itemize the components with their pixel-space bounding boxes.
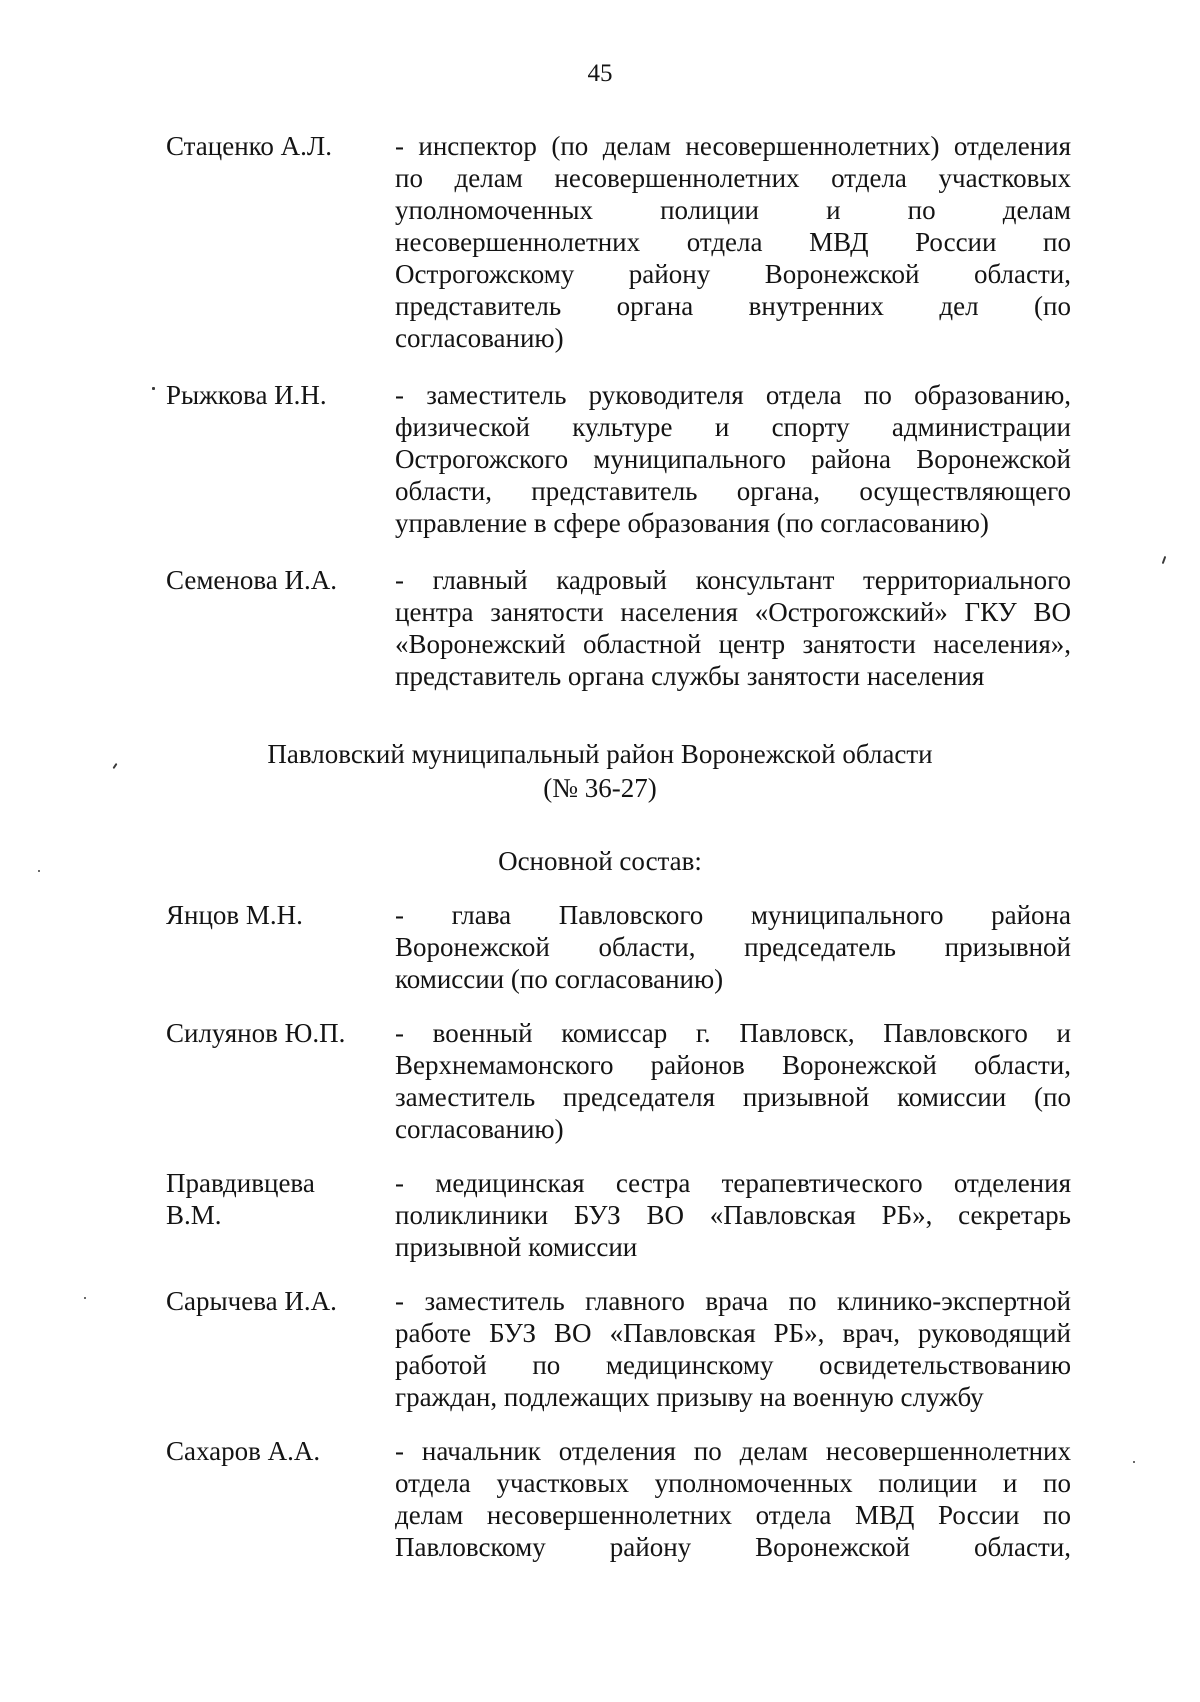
description-line: - глава Павловского муниципального района <box>395 900 1071 930</box>
description-line: «Воронежский областной центр занятости населения», <box>395 629 1071 659</box>
description-line: центра занятости населения «Острогожский» ГКУ ВО <box>395 597 1071 627</box>
description-line: - заместитель главного врача по клинико-экспертной <box>395 1286 1071 1316</box>
description-line: Верхнемамонского районов Воронежской области, <box>395 1050 1071 1080</box>
member-description <box>395 379 1071 539</box>
description-line: работе БУЗ ВО «Павловская РБ», врач, руководящий <box>395 1318 1071 1348</box>
scan-dot <box>1133 1461 1135 1463</box>
description-line: - начальник отделения по делам несовершеннолетних <box>395 1436 1071 1466</box>
description-line: согласованию) <box>395 1114 564 1144</box>
member-description <box>395 1435 1071 1563</box>
description-line: призывной комиссии <box>395 1232 638 1262</box>
member-description <box>395 564 1071 692</box>
description-line: работой по медицинскому освидетельствованию <box>395 1350 1071 1380</box>
description-line: представитель органа внутренних дел (по <box>395 291 1071 321</box>
member-name: Стаценко А.Л. <box>166 131 332 161</box>
description-line: Острогожскому району Воронежской области, <box>395 259 1071 289</box>
scan-dot <box>152 387 155 390</box>
description-line: несовершеннолетних отдела МВД России по <box>395 227 1071 257</box>
description-line: по делам несовершеннолетних отдела участковых <box>395 163 1071 193</box>
description-line: - военный комиссар г. Павловск, Павловского и <box>395 1018 1071 1048</box>
member-name: Сарычева И.А. <box>166 1286 337 1316</box>
section-number: (№ 36-27) <box>543 773 657 803</box>
description-line: физической культуре и спорту администрации <box>395 412 1071 442</box>
description-line: - инспектор (по делам несовершеннолетних) отделения <box>395 131 1071 161</box>
description-line: комиссии (по согласованию) <box>395 964 724 994</box>
member-description <box>395 899 1071 995</box>
member-name: Правдивцева В.М. <box>166 1168 315 1230</box>
member-name: Семенова И.А. <box>166 565 337 595</box>
member-description <box>395 1167 1071 1263</box>
member-description <box>395 1285 1071 1413</box>
description-line: согласованию) <box>395 323 564 353</box>
description-line: - медицинская сестра терапевтического отделения <box>395 1168 1071 1198</box>
description-line: отдела участковых уполномоченных полиции и по <box>395 1468 1071 1498</box>
section-subtitle: Основной состав: <box>498 846 702 876</box>
description-line: Павловскому району Воронежской области, <box>395 1532 1071 1562</box>
scan-dot <box>1162 556 1167 564</box>
scan-dot <box>84 1297 86 1299</box>
description-line: - заместитель руководителя отдела по образованию, <box>395 380 1071 410</box>
scan-dot <box>38 870 40 872</box>
description-line: Воронежской области, председатель призывной <box>395 932 1071 962</box>
description-line: поликлиники БУЗ ВО «Павловская РБ», секретарь <box>395 1200 1071 1230</box>
member-name: Сахаров А.А. <box>166 1436 321 1466</box>
description-line: представитель органа службы занятости населения <box>395 661 985 691</box>
description-line: - главный кадровый консультант территориального <box>395 565 1071 595</box>
description-line: делам несовершеннолетних отдела МВД России по <box>395 1500 1071 1530</box>
member-name: Янцов М.Н. <box>166 900 303 930</box>
description-line: Острогожского муниципального района Воронежской <box>395 444 1071 474</box>
description-line: уполномоченных полиции и по делам <box>395 195 1071 225</box>
description-line: граждан, подлежащих призыву на военную службу <box>395 1382 984 1412</box>
description-line: области, представитель органа, осуществляющего <box>395 476 1071 506</box>
member-description <box>395 1017 1071 1145</box>
section-title: Павловский муниципальный район Воронежской области <box>267 739 933 769</box>
description-line: управление в сфере образования (по согласованию) <box>395 508 989 538</box>
page-number: 45 <box>587 60 613 87</box>
member-name: Силуянов Ю.П. <box>166 1018 346 1048</box>
member-name: Рыжкова И.Н. <box>166 380 327 410</box>
member-description <box>395 130 1071 354</box>
description-line: заместитель председателя призывной комиссии (по <box>395 1082 1071 1112</box>
